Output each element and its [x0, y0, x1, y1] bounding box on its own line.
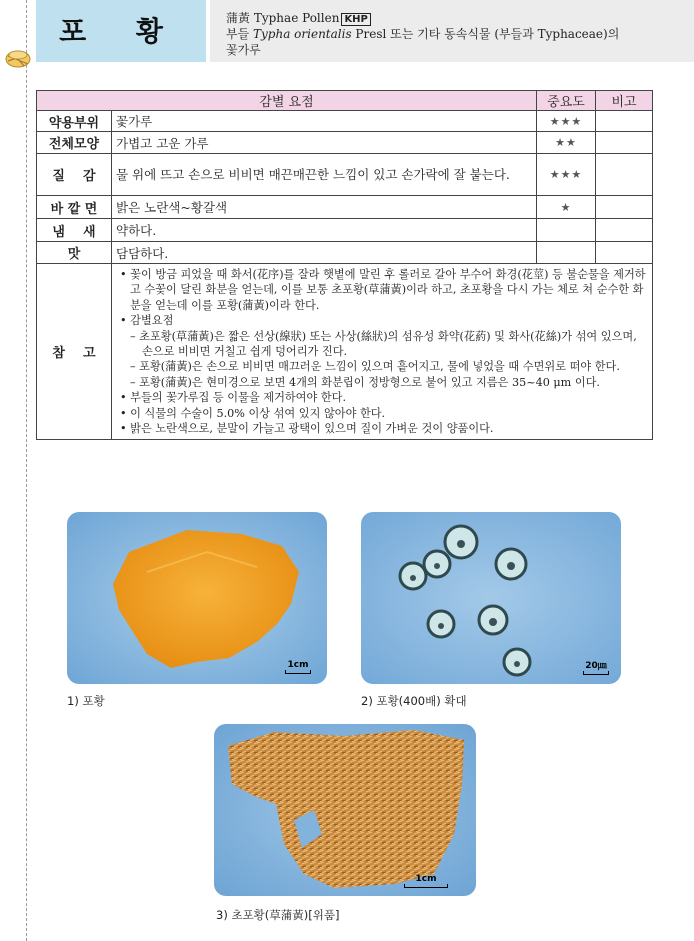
row-note [596, 111, 653, 132]
ref-item: • 감별요점 [120, 314, 174, 328]
scale-bar [404, 874, 448, 888]
table-row [37, 196, 653, 219]
table-row [37, 111, 653, 132]
row-desc: 담담하다. [112, 242, 537, 264]
row-label: 맛 [37, 242, 112, 264]
latin-name: Typhae Pollen [253, 11, 340, 25]
photo-pollen-micro [361, 512, 621, 684]
herb-bundle-icon [4, 44, 32, 70]
scale-label: 1cm [415, 874, 437, 884]
ref-subitem: – 포황(蒲黃)은 손으로 비비면 매끄러운 느낌이 있으며 흩어지고, 물에 넣었을 때 수면위로 떠야 한다. [130, 360, 620, 374]
row-stars: ★★★ [537, 111, 596, 132]
header-line-3: 꽃가루 [226, 43, 261, 57]
row-note [596, 196, 653, 219]
photo-caption: 2) 포황(400배) 확대 [361, 694, 467, 708]
ref-item: • 부들의 꽃가루집 등 이물을 제거하여야 한다. [120, 391, 347, 405]
ref-item: • 이 식물의 수술이 5.0% 이상 섞여 있지 않아야 한다. [120, 406, 386, 420]
row-desc: 약하다. [112, 219, 537, 242]
photo-crude-pollen [214, 724, 476, 896]
head-note: 비고 [596, 91, 653, 111]
table-row [37, 219, 653, 242]
photo-pollen [67, 512, 327, 684]
table-head-row [37, 91, 653, 111]
scale-label: 1cm [287, 660, 309, 670]
header-line-1 [226, 9, 371, 26]
pollen-microscope-image [361, 512, 621, 684]
khp-badge: KHP [341, 13, 370, 26]
ref-item: • 꽃이 방금 피었을 때 화서(花序)를 잘라 햇볕에 말린 후 롤러로 갈아 부수어 화경(花莖) 등 불순물을 제거하고 수꽃이 달린 화분을 얻는데, 이를 보통 초포황(草蒲黃)이라 하고, 초포황을 다시 가는 체로 쳐 순수한 화분을 얻는데 이를 포황(蒲黃)이라 한다. [120, 268, 646, 312]
row-stars [537, 242, 596, 264]
head-importance: 중요도 [537, 91, 596, 111]
margin-dotted-line [26, 0, 27, 941]
scale-bar [285, 660, 311, 674]
row-note [596, 154, 653, 196]
row-label: 참 고 [37, 264, 112, 440]
row-desc: 가볍고 고운 가루 [112, 132, 537, 154]
origin-family: Presl 또는 기타 동속식물 (부들과 Typhaceae)의 [351, 27, 620, 41]
header-info [210, 0, 694, 62]
table-row [37, 154, 653, 196]
page-title: 포 황 [59, 15, 183, 48]
photo-caption: 3) 초포황(草蒲黃)[위품] [216, 908, 340, 922]
row-label: 약용부위 [37, 111, 112, 132]
row-desc: 꽃가루 [112, 111, 537, 132]
scale-bar [583, 658, 609, 675]
origin-plant-label: 부들 [226, 27, 253, 41]
han-name: 蒲黃 [226, 11, 251, 25]
row-stars: ★★★ [537, 154, 596, 196]
pollen-powder-image [67, 512, 327, 684]
head-main: 감별 요점 [37, 91, 537, 111]
row-note [596, 132, 653, 154]
table-row-reference [37, 264, 653, 440]
identification-table [36, 90, 653, 440]
header-line-2 [226, 25, 619, 42]
row-note [596, 242, 653, 264]
row-stars [537, 219, 596, 242]
row-label: 질 감 [37, 154, 112, 196]
ref-item: • 밝은 노란색으로, 분말이 가늘고 광택이 있으며 질이 가벼운 것이 양품이다. [120, 422, 494, 436]
table-row [37, 132, 653, 154]
ref-subitem: – 포황(蒲黃)은 현미경으로 보면 4개의 화분립이 정방형으로 붙어 있고 지름은 35~40 μm 이다. [130, 375, 600, 389]
row-stars: ★ [537, 196, 596, 219]
row-stars: ★★ [537, 132, 596, 154]
scale-label: 20㎛ [585, 661, 607, 671]
reference-notes [112, 264, 653, 440]
ref-subitem: – 초포황(草蒲黃)은 짧은 선상(線狀) 또는 사상(絲狀)의 섬유성 화약(花葯) 및 화사(花絲)가 섞여 있으며, 손으로 비비면 거칠고 쉽게 덩어리가 진다. [130, 329, 637, 359]
row-label: 냄 새 [37, 219, 112, 242]
species-name: Typha orientalis [253, 27, 352, 41]
table-row [37, 242, 653, 264]
row-note [596, 219, 653, 242]
row-desc: 물 위에 뜨고 손으로 비비면 매끈매끈한 느낌이 있고 손가락에 잘 붙는다. [112, 154, 537, 196]
title-box [36, 0, 206, 62]
row-desc: 밝은 노란색~황갈색 [112, 196, 537, 219]
photo-caption: 1) 포황 [67, 694, 105, 708]
crude-pollen-image [214, 724, 476, 896]
row-label: 바 깥 면 [37, 196, 112, 219]
row-label: 전체모양 [37, 132, 112, 154]
